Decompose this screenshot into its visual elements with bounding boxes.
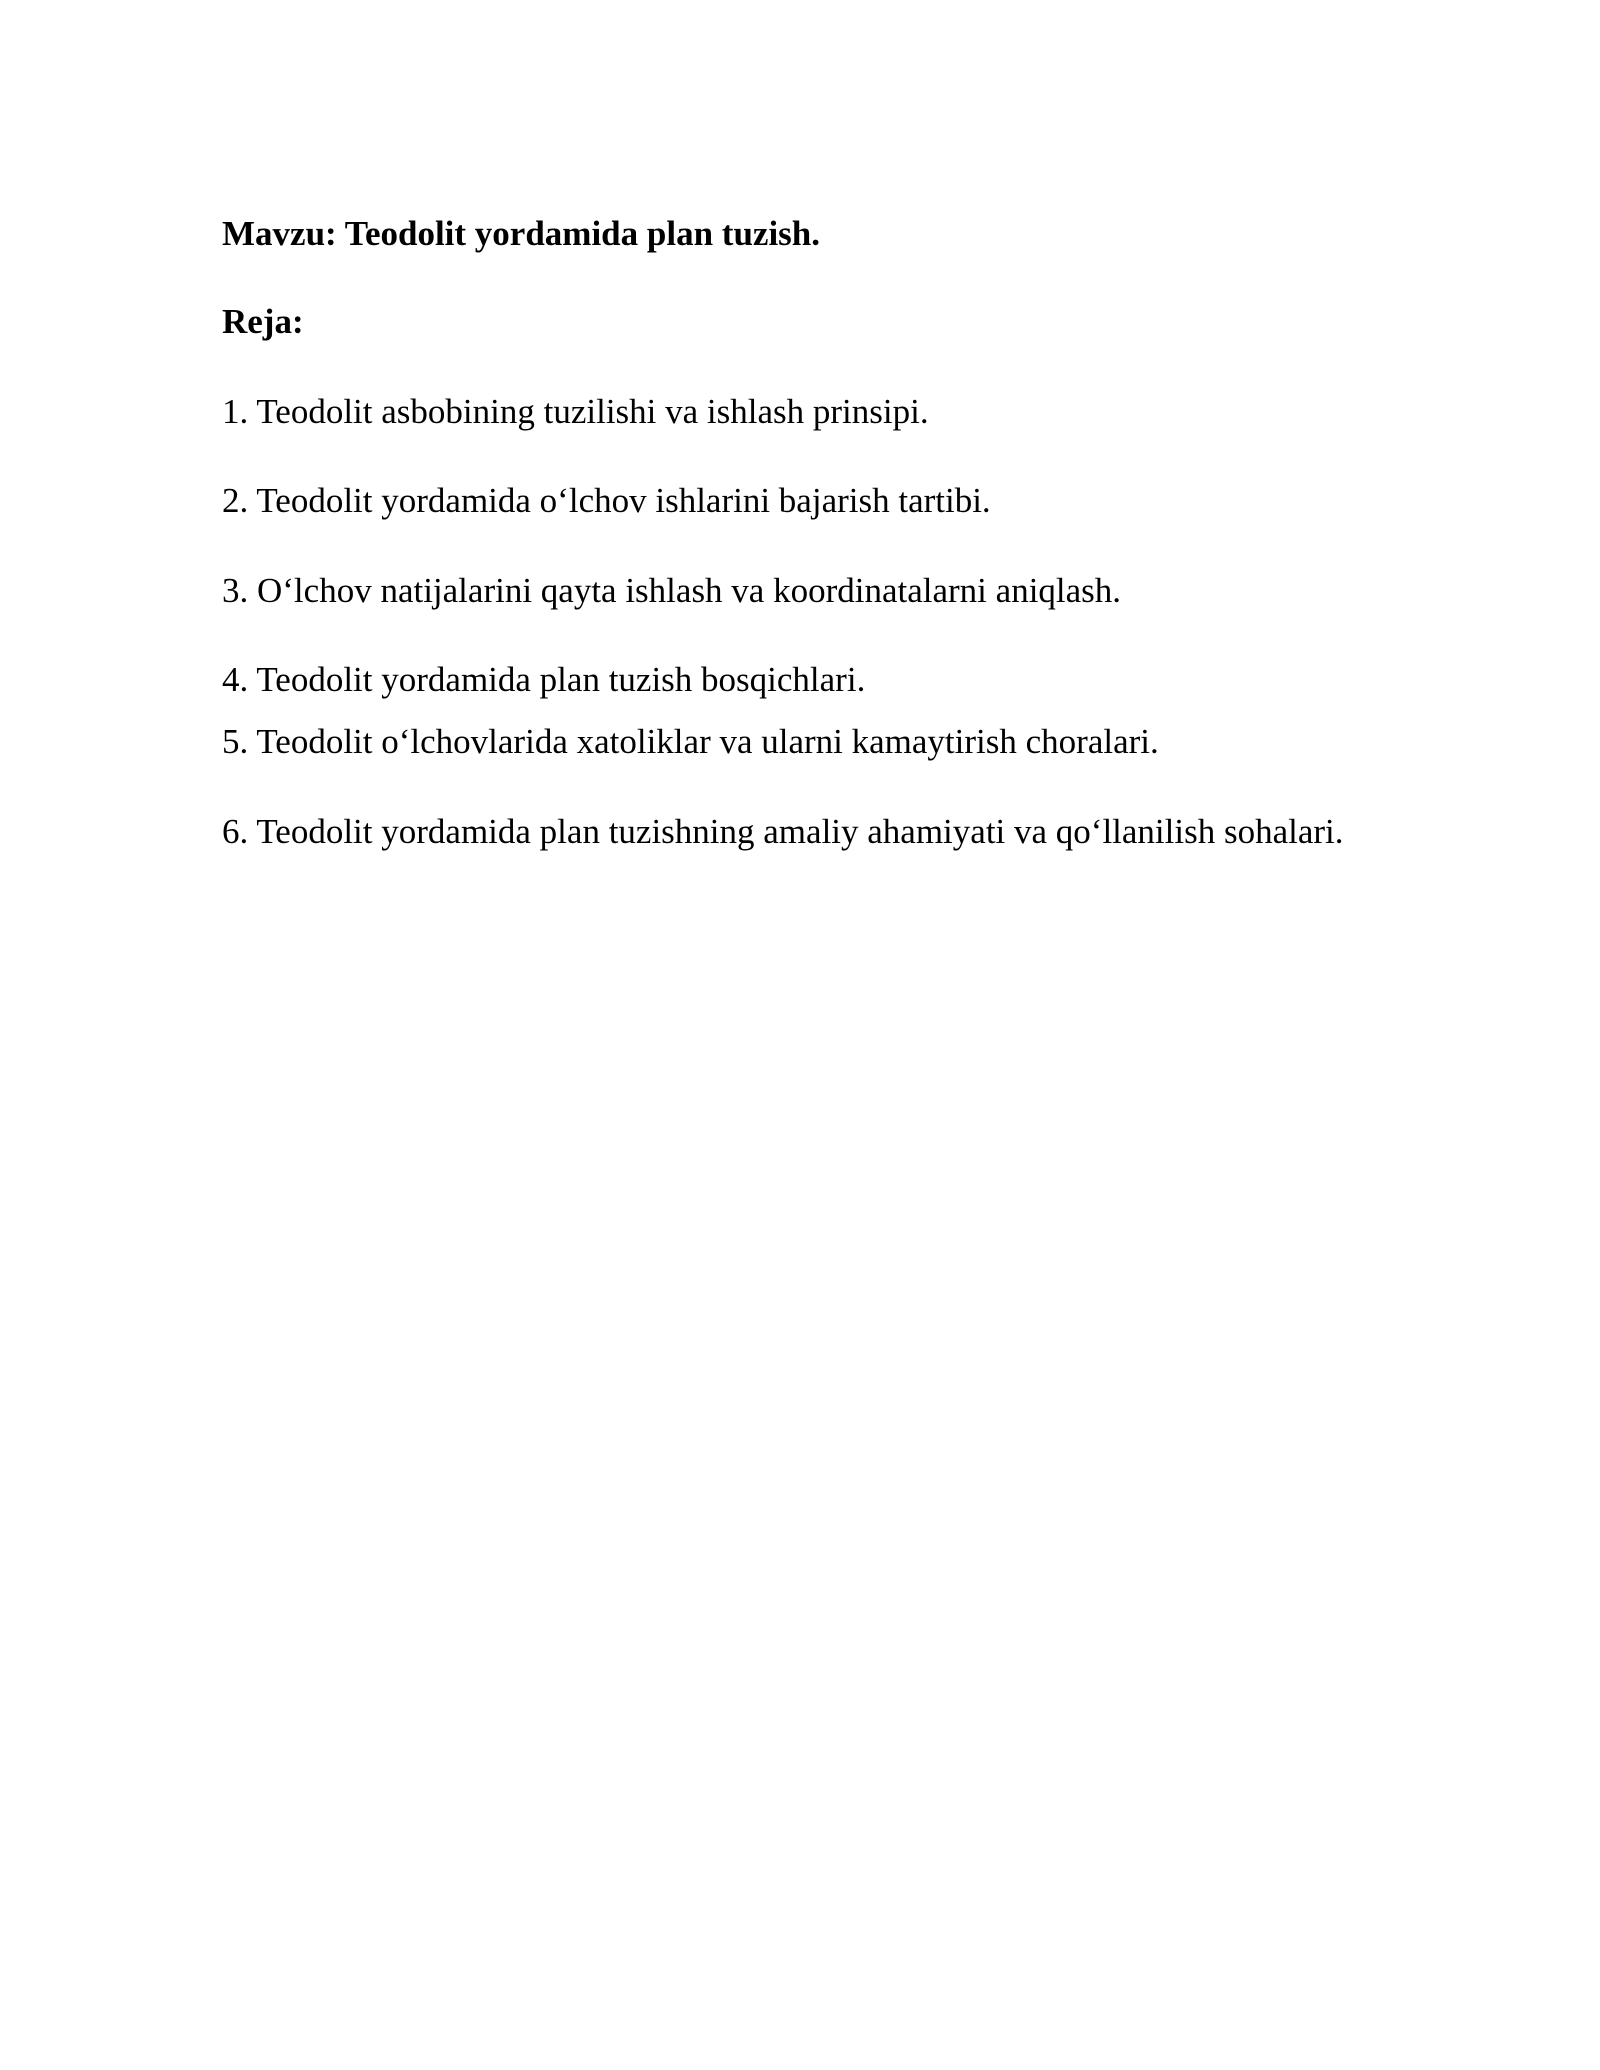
- plan-item: 4. Teodolit yordamida plan tuzish bosqichlari.: [222, 660, 866, 699]
- plan-heading: Reja:: [222, 302, 304, 341]
- document-title: Mavzu: Teodolit yordamida plan tuzish.: [222, 214, 821, 253]
- plan-item: 2. Teodolit yordamida o‘lchov ishlarini bajarish tartibi.: [222, 481, 991, 520]
- plan-item: 3. O‘lchov natijalarini qayta ishlash va koordinatalarni aniqlash.: [222, 571, 1122, 610]
- plan-item: 6. Teodolit yordamida plan tuzishning amaliy ahamiyati va qo‘llanilish sohalari.: [222, 812, 1344, 851]
- plan-item: 5. Teodolit o‘lchovlarida xatoliklar va ularni kamaytirish choralari.: [222, 722, 1159, 761]
- plan-item: 1. Teodolit asbobining tuzilishi va ishlash prinsipi.: [222, 392, 929, 431]
